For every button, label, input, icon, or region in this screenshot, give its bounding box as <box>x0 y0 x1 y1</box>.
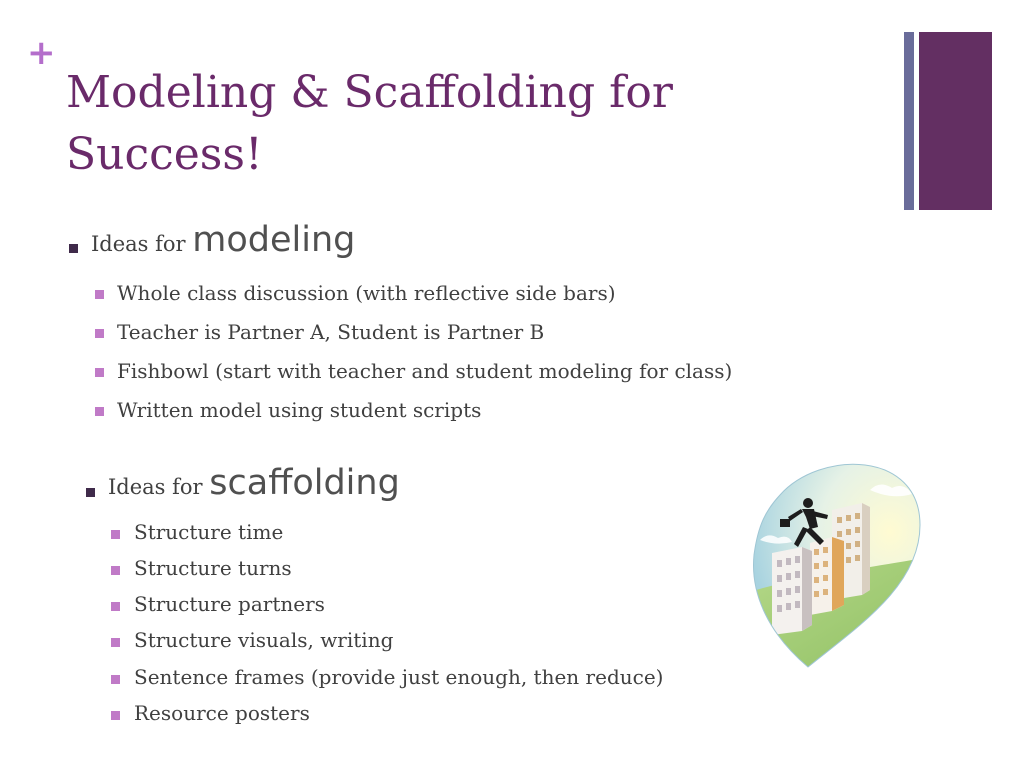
list-item: Structure turns <box>134 556 292 580</box>
accent-bar-thin <box>904 32 914 210</box>
list-item: Structure time <box>134 520 284 544</box>
section-lead: Ideas for <box>91 232 193 256</box>
plus-icon: + <box>27 33 56 73</box>
section-lead: Ideas for <box>108 475 210 499</box>
bullet-icon <box>111 711 120 720</box>
list-item: Fishbowl (start with teacher and student modeling for class) <box>117 359 733 383</box>
slide-title: Modeling & Scaffolding for Success! <box>66 67 673 180</box>
bullet-icon <box>111 638 120 647</box>
bullet-icon <box>111 602 120 611</box>
businessman-buildings-illustration <box>740 455 940 675</box>
bullet-icon <box>111 566 120 575</box>
bullet-icon <box>69 244 78 253</box>
bullet-icon <box>111 675 120 684</box>
bullet-icon <box>95 329 104 338</box>
bullet-icon <box>95 407 104 416</box>
bullet-icon <box>95 368 104 377</box>
section-keyword: scaffolding <box>209 463 400 503</box>
bullet-icon <box>111 530 120 539</box>
list-item: Structure visuals, writing <box>134 628 394 652</box>
bullet-icon <box>86 488 95 497</box>
list-item: Teacher is Partner A, Student is Partner B <box>117 320 545 344</box>
list-item: Structure partners <box>134 592 325 616</box>
section-keyword: modeling <box>192 220 356 260</box>
list-item: Whole class discussion (with reflective side bars) <box>117 281 616 305</box>
list-item: Resource posters <box>134 701 310 725</box>
section-heading-scaffolding <box>108 463 400 503</box>
list-item: Written model using student scripts <box>117 398 482 422</box>
accent-bar-thick <box>919 32 992 210</box>
section-heading-modeling <box>91 220 355 260</box>
bullet-icon <box>95 290 104 299</box>
list-item: Sentence frames (provide just enough, then reduce) <box>134 665 664 689</box>
